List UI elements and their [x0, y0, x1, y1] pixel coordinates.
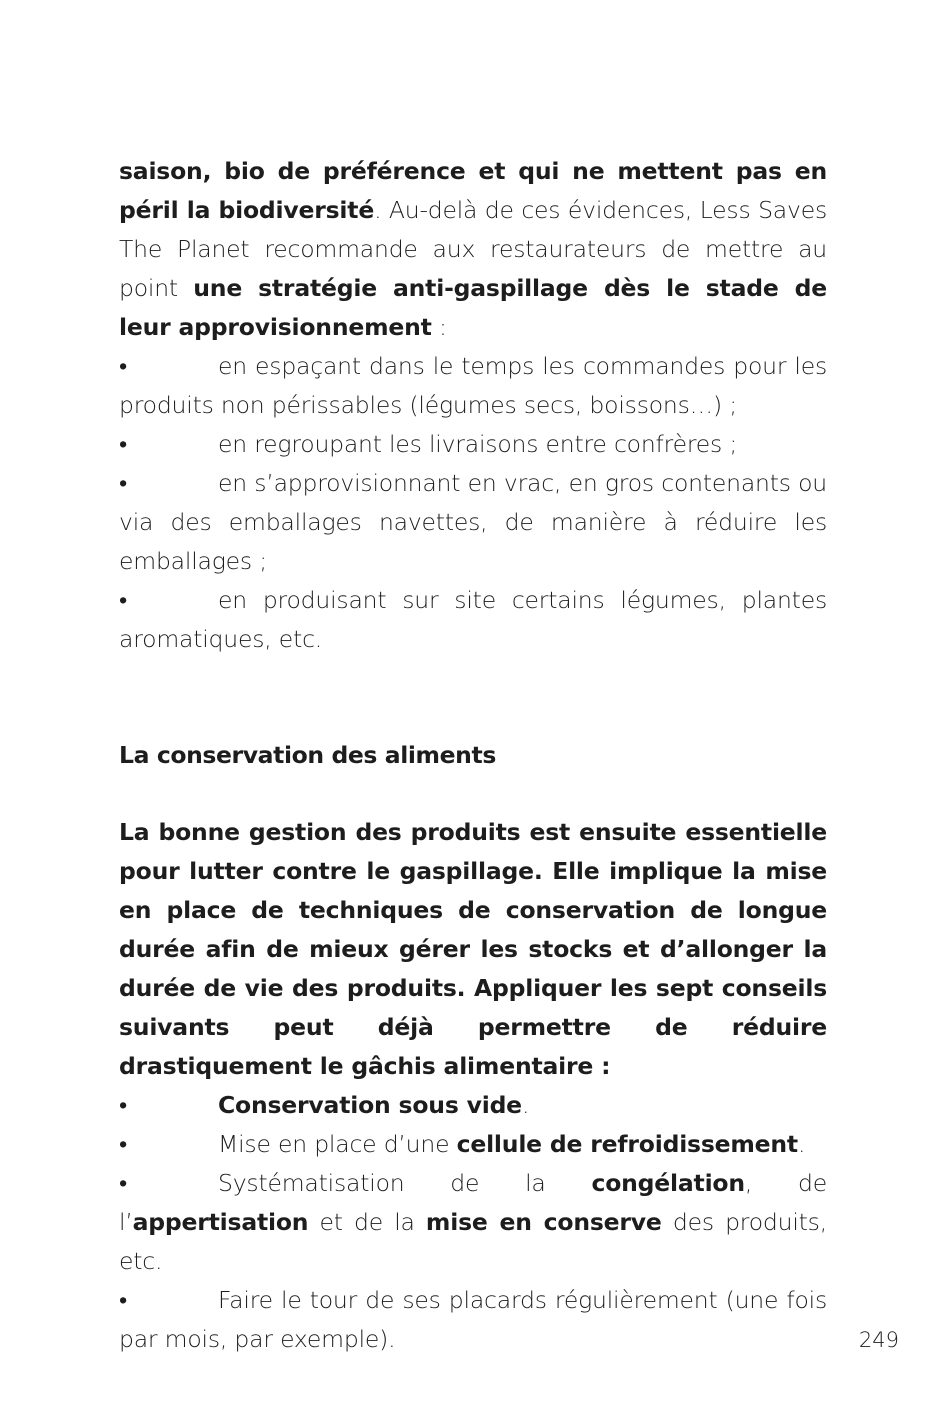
- list-item: [119, 347, 827, 425]
- bullet-icon: •: [119, 1169, 128, 1197]
- section-heading: La conservation des aliments: [119, 741, 496, 769]
- list-item-text: en produisant sur site certains légumes, plantes aromatiques, etc.: [119, 586, 827, 653]
- bullet-icon: •: [119, 586, 128, 614]
- list-item-text: , de l’: [119, 1169, 828, 1236]
- list-item-text: Faire le tour de ses placards régulièrement (une fois par mois, par exemple).: [119, 1286, 827, 1353]
- intro-bold-2: une stratégie anti-gaspillage dès le stade de leur approvisionnement: [119, 274, 827, 341]
- bullet-icon: •: [119, 430, 128, 458]
- list-item-bold: mise en conserve: [425, 1208, 662, 1236]
- bottom-text-block: [119, 813, 827, 1359]
- list-item-text: Systématisation de la: [218, 1169, 592, 1197]
- list-item-bold: appertisation: [132, 1208, 309, 1236]
- section-intro-paragraph: La bonne gestion des produits est ensuite essentielle pour lutter contre le gaspillage. Elle implique la mise en place de techniques de conservation de longue durée afin de mieux gérer les stocks et d’allonger la durée de vie des produits. Appliquer les sept conseils suivants peut déjà permettre de réduire drastiquement le gâchis alimentaire :: [119, 818, 827, 1080]
- intro-bold-1: saison, bio de préférence et qui ne mettent pas en péril la biodiversité: [119, 157, 827, 224]
- list-item: [119, 1281, 827, 1359]
- bullet-icon: •: [119, 352, 128, 380]
- list-item-text: .: [521, 1091, 530, 1119]
- list-item-bold: Conservation sous vide: [218, 1091, 522, 1119]
- list-item: [119, 1164, 827, 1281]
- list-item-text: en espaçant dans le temps les commandes pour les produits non périssables (légumes secs, boissons…) ;: [119, 352, 827, 419]
- bullet-icon: •: [119, 469, 128, 497]
- list-item-text: et de la: [308, 1208, 426, 1236]
- intro-text-1: . Au-delà de ces évidences, Less Saves The Planet recommande aux restaurateurs de mettre au point: [119, 196, 827, 302]
- intro-paragraph: [119, 152, 827, 347]
- list-item: [119, 1086, 827, 1125]
- list-item-text: des produits, etc.: [119, 1208, 827, 1275]
- bullet-icon: •: [119, 1091, 128, 1119]
- list-item: [119, 464, 827, 581]
- intro-text-2: :: [431, 313, 447, 341]
- bullet-icon: •: [119, 1130, 128, 1158]
- page-number: 249: [858, 1328, 899, 1352]
- list-item: [119, 581, 827, 659]
- list-item-text: en regroupant les livraisons entre confrères ;: [218, 430, 738, 458]
- bullet-icon: •: [119, 1286, 128, 1314]
- list-item: [119, 1125, 827, 1164]
- list-item-text: Mise en place d’une: [218, 1130, 457, 1158]
- list-item-text: en s’approvisionnant en vrac, en gros contenants ou via des emballages navettes, de manière à réduire les emballages ;: [119, 469, 827, 575]
- list-item: [119, 425, 827, 464]
- list-item-bold: cellule de refroidissement: [456, 1130, 798, 1158]
- list-item-bold: congélation: [591, 1169, 745, 1197]
- list-item-text: .: [797, 1130, 806, 1158]
- top-text-block: [119, 152, 827, 659]
